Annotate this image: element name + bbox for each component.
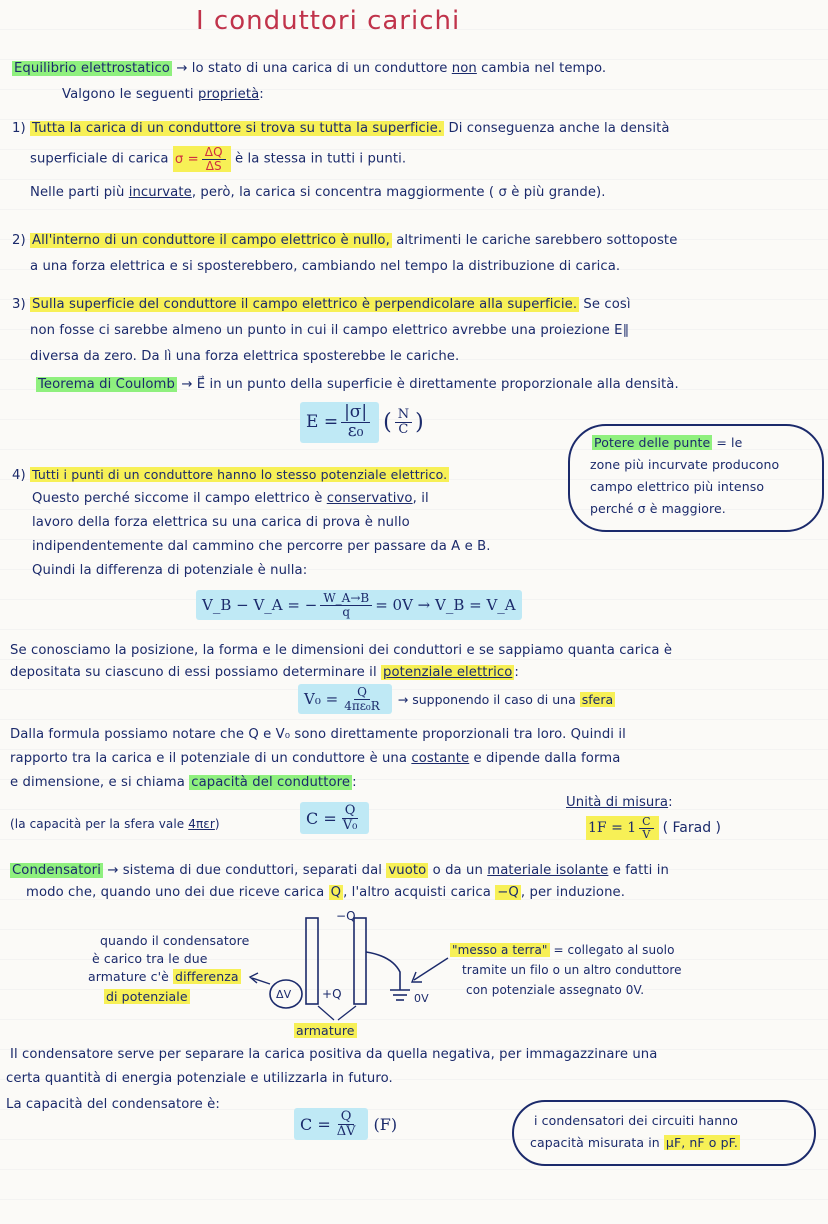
property-1-line3: Nelle parti più incurvate, però, la carica si concentra maggiormente ( σ è più grande). xyxy=(30,185,606,200)
equilibrio-line2: Valgono le seguenti proprietà: xyxy=(62,87,264,102)
right-plate xyxy=(354,918,366,1004)
delta-v-label: ΔV xyxy=(276,988,292,1001)
equilibrio-term: Equilibrio elettrostatico xyxy=(14,61,170,76)
cloud1-line3: campo elettrico più intenso xyxy=(590,479,765,494)
teorema-coulomb: Teorema di Coulomb → E⃗ in un punto della superficie è direttamente proporzionale alla densità. xyxy=(38,377,679,392)
property-4-line2: Questo perché siccome il campo elettrico è conservativo, il xyxy=(32,491,429,506)
property-3-line3: diversa da zero. Da lì una forza elettrica sposterebbe le cariche. xyxy=(30,349,460,364)
messo-a-terra-line2: tramite un filo o un altro conduttore xyxy=(462,963,682,977)
capacita-line3: e dimensione, e si chiama capacità del conduttore : xyxy=(10,775,357,790)
page-title: I conduttori carichi xyxy=(196,6,461,36)
diagram-left-line4: di potenziale xyxy=(106,989,188,1004)
diagram-left-line1: quando il condensatore xyxy=(100,933,250,948)
capacita-line2: rapporto tra la carica e il potenziale di un conduttore è una costante e dipende dalla forma xyxy=(10,751,621,766)
zero-v-label: 0V xyxy=(414,992,429,1005)
left-plate xyxy=(306,918,318,1004)
diagram-left-line3: armature c'è differenza xyxy=(88,969,239,984)
unita-misura-label: Unità di misura: xyxy=(566,795,673,810)
property-2: 2) All'interno di un conduttore il campo elettrico è nullo, altrimenti le cariche sarebbero sottoposte xyxy=(12,233,678,248)
property-2-line2: a una forza elettrica e si sposterebbero, cambiando nel tempo la distribuzione di carica. xyxy=(30,259,621,274)
coulomb-formula: E = $\frac{|\sigma|}{\text{ε₀}}$ ( $\frac{N}{C}$ ) xyxy=(300,402,424,443)
cloud2-line1: i condensatori dei circuiti hanno xyxy=(534,1113,739,1128)
capacita-formula: C = $\frac{Q}{\text{V₀}}$ xyxy=(300,802,369,834)
final-line2: certa quantità di energia potenziale e utilizzarla in futuro. xyxy=(6,1071,393,1086)
property-3-line2: non fosse ci sarebbe almeno un punto in cui il campo elettrico avrebbe una proiezione E∥ xyxy=(30,323,630,338)
equilibrio-line: Equilibrio elettrostatico → lo stato di una carica di un conduttore non cambia nel tempo. xyxy=(14,61,607,76)
property-4: 4) Tutti i punti di un conduttore hanno lo stesso potenziale elettrico. xyxy=(12,467,448,483)
potential-difference-formula: V_B − V_A = − $\frac{W\_A\to B}{q}$ = 0V → V_B = V_A xyxy=(196,590,522,620)
plus-q-label: +Q xyxy=(322,987,342,1001)
sphere-potential-formula: V₀ = $\frac{Q}{\text{4πε₀R}}$ → supponendo il caso di una sfera xyxy=(298,684,615,714)
property-1-line2: superficiale di carica σ = $\frac{\Delta Q}{\Delta S}$ è la stessa in tutti i punti. xyxy=(30,145,407,173)
final-line1: Il condensatore serve per separare la carica positiva da quella negativa, per immagazzinare una xyxy=(10,1047,658,1062)
property-4-line3: lavoro della forza elettrica su una carica di prova è nullo xyxy=(32,515,410,530)
capacita-line1: Dalla formula possiamo notare che Q e V₀ sono direttamente proporzionali tra loro. Quindi il xyxy=(10,727,626,742)
armature-label: armature xyxy=(296,1023,355,1038)
potenziale-line1: Se conosciamo la posizione, la forma e le dimensioni dei conduttori e se sappiamo quanta carica è xyxy=(10,643,673,658)
cloud1-line1: Potere delle punte = le xyxy=(594,435,743,450)
farad-formula: 1F = 1 $\frac{C}{V}$ ( Farad ) xyxy=(588,815,721,841)
condensatori-line1: Condensatori → sistema di due conduttori, separati dal vuoto o da un materiale isolante e fatti in xyxy=(12,863,669,878)
cloud1-line2: zone più incurvate producono xyxy=(590,457,780,472)
minus-q-label: −Q xyxy=(336,909,356,923)
cloud2-line2: capacità misurata in μF, nF o pF. xyxy=(530,1135,738,1150)
sfera-capacita-note: (la capacità per la sfera vale 4πεr) xyxy=(10,817,220,831)
property-4-line5: Quindi la differenza di potenziale è nulla: xyxy=(32,563,308,578)
property-4-line4: indipendentemente dal cammino che percorre per passare da A e B. xyxy=(32,539,491,554)
messo-a-terra-line1: "messo a terra" = collegato al suolo xyxy=(452,943,675,957)
messo-a-terra-line3: con potenziale assegnato 0V. xyxy=(466,983,645,997)
note-cloud-condensatori xyxy=(512,1100,816,1166)
condensatori-line2: modo che, quando uno dei due riceve carica Q , l'altro acquisti carica −Q , per induzione. xyxy=(26,885,626,900)
cloud1-line4: perché σ è maggiore. xyxy=(590,501,726,516)
final-line3: La capacità del condensatore è: xyxy=(6,1097,220,1112)
property-3: 3) Sulla superficie del conduttore il campo elettrico è perpendicolare alla superficie. Se così xyxy=(12,297,631,312)
property-1: 1) Tutta la carica di un conduttore si trova su tutta la superficie. Di conseguenza anche la densità xyxy=(12,121,670,136)
diagram-left-line2: è carico tra le due xyxy=(92,951,208,966)
condensatore-capacita-formula: C = $\frac{Q}{\Delta V}$ (F) xyxy=(294,1108,397,1140)
potenziale-line2: depositata su ciascuno di essi possiamo determinare il potenziale elettrico : xyxy=(10,665,519,680)
